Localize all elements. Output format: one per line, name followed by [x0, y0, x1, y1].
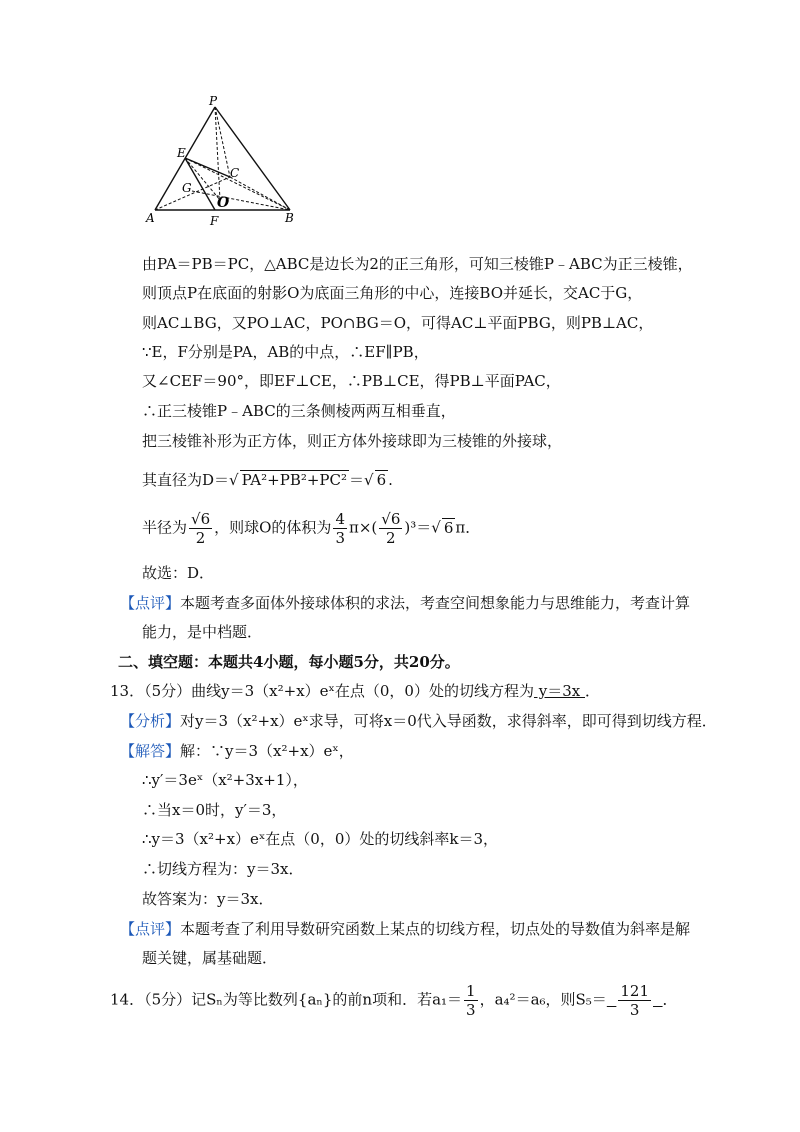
comment-tag: 【点评】: [120, 594, 181, 612]
q13-stem: 13．（5分）曲线y＝3（x²+x）eˣ在点（0，0）处的切线方程为 y＝3x ．: [110, 682, 601, 700]
q13-comment-cont: 题关键，属基础题．: [142, 949, 278, 967]
label-F: F: [210, 214, 219, 228]
label-E: E: [177, 146, 186, 160]
solution-line-5: 又∠CEF＝90°，即EF⊥CE，∴PB⊥CE，得PB⊥平面PAC，: [142, 372, 561, 390]
answer-12: 故选：D．: [142, 564, 215, 582]
q13-solve-4: ∴y＝3（x²+x）eˣ在点（0，0）处的切线斜率k＝3，: [142, 830, 499, 848]
solution-line-1: 由PA＝PB＝PC，△ABC是边长为2的正三角形，可知三棱锥P﹣ABC为正三棱锥，: [142, 255, 693, 273]
solution-line-2: 则顶点P在底面的射影O为底面三角形的中心，连接BO并延长，交AC于G，: [142, 284, 643, 302]
q13-comment: 【点评】本题考查了利用导数研究函数上某点的切线方程，切点处的导数值为斜率是解: [120, 920, 691, 938]
q13-solve-6: 故答案为：y＝3x．: [142, 890, 274, 908]
label-P: P: [209, 95, 218, 108]
diameter-formula: 其直径为D＝√ PA²+PB²+PC² ＝√ 6 .: [142, 471, 393, 489]
solution-line-7: 把三棱锥补形为正方体，则正方体外接球即为三棱锥的外接球，: [142, 432, 563, 450]
section-title: 二、填空题：本题共4小题，每小题5分，共20分。: [118, 653, 460, 671]
q13-solve-1: 【解答】解：∵y＝3（x²+x）eˣ，: [120, 742, 354, 760]
solution-line-4: ∵E，F分别是PA，AB的中点，∴EF∥PB，: [142, 343, 429, 361]
label-A: A: [146, 211, 155, 225]
q13-solve-2: ∴y′＝3eˣ（x²+3x+1），: [142, 771, 308, 789]
solution-line-6: ∴正三棱锥P﹣ABC的三条侧棱两两互相垂直，: [142, 402, 456, 420]
comment-12-cont: 能力，是中档题．: [142, 623, 263, 641]
q13-solve-5: ∴切线方程为：y＝3x．: [142, 860, 304, 878]
label-G: G: [182, 181, 192, 195]
q14-stem: 14．（5分）记Sₙ为等比数列{aₙ}的前n项和．若a₁＝ $\frac{1}{3}$ ，a₄²＝a₆，则S₅＝ $\frac{121}{3}$ ．: [110, 982, 678, 1019]
label-B: B: [285, 211, 294, 225]
comment-12: 【点评】本题考查多面体外接球体积的求法，考查空间想象能力与思维能力，考查计算: [120, 594, 691, 612]
q13-analysis: 【分析】对y＝3（x²+x）eˣ求导，可将x＝0代入导函数，求得斜率，即可得到切线方程．: [120, 712, 717, 730]
radius-volume-formula: 半径为 $\frac{√6}{2}$ ，则球O的体积为 $\frac{4}{3}$ π×( $\frac{√6}{2}$ )³＝√ 6 π．: [142, 510, 481, 547]
tetrahedron-figure: [140, 95, 300, 230]
label-C: C: [230, 166, 240, 180]
solution-line-3: 则AC⊥BG，又PO⊥AC，PO∩BG＝O，可得AC⊥平面PBG，则PB⊥AC，: [142, 314, 654, 332]
label-O: O: [217, 195, 230, 211]
q13-solve-3: ∴当x＝0时，y′＝3，: [142, 801, 287, 819]
